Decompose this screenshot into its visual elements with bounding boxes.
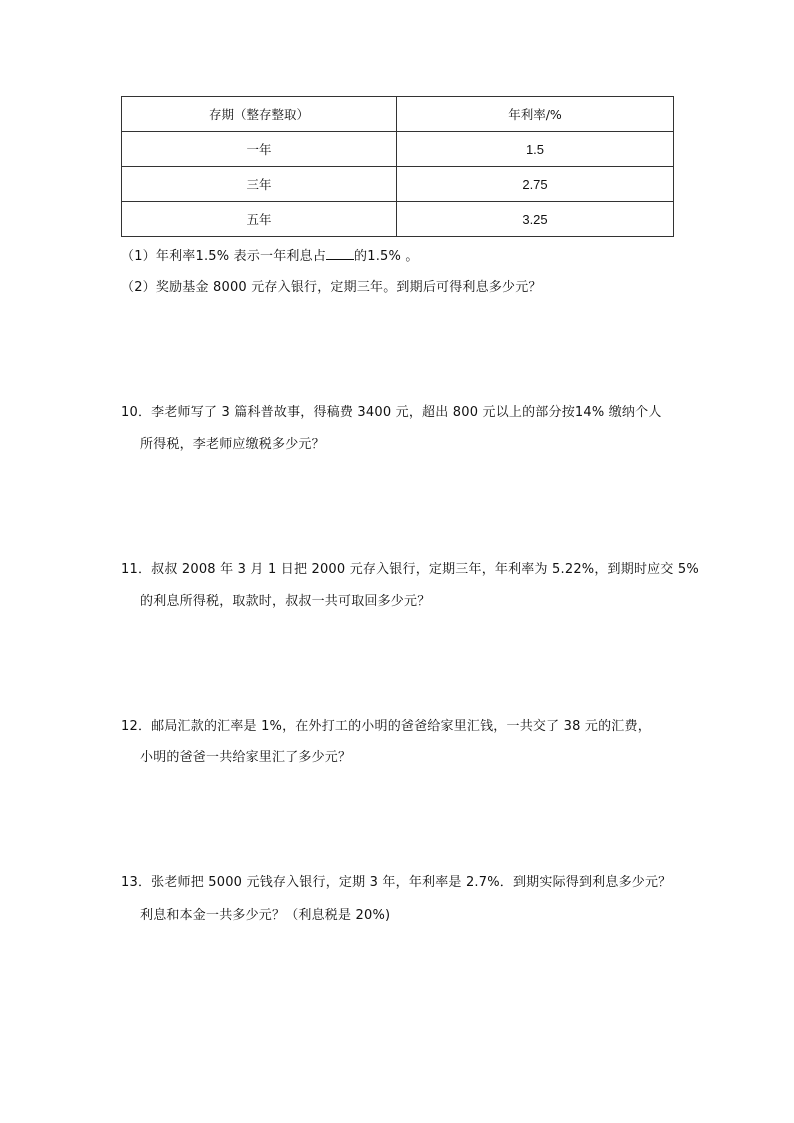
- header-rate: 年利率/%: [397, 97, 674, 132]
- q13-line1: 13．张老师把 5000 元钱存入银行，定期 3 年，年利率是 2.7%．到期实际得到利息多少元？: [121, 875, 672, 890]
- table-header-row: [122, 97, 674, 132]
- table-row: [122, 132, 674, 167]
- term-cell: 三年: [122, 167, 397, 202]
- q10-line2: 所得税，李老师应缴税多少元？: [140, 437, 325, 452]
- answer-blank: [326, 247, 354, 260]
- q9-part1: [121, 245, 419, 264]
- interest-rate-table: [121, 96, 674, 237]
- term-cell: 五年: [122, 202, 397, 237]
- header-term: 存期（整存整取）: [122, 97, 397, 132]
- rate-cell: 3.25: [397, 202, 674, 237]
- rate-cell: 1.5: [397, 132, 674, 167]
- q11-line2: 的利息所得税，取款时，叔叔一共可取回多少元？: [140, 594, 431, 609]
- term-cell: 一年: [122, 132, 397, 167]
- q12-line2: 小明的爸爸一共给家里汇了多少元？: [140, 750, 352, 765]
- rate-cell: 2.75: [397, 167, 674, 202]
- q9-part1-prefix: （1）年利率1.5% 表示一年利息占: [121, 249, 327, 264]
- q12-line1: 12．邮局汇款的汇率是 1%，在外打工的小明的爸爸给家里汇钱，一共交了 38 元的汇费，: [121, 719, 651, 734]
- q9-part1-suffix: 的1.5% 。: [354, 249, 419, 264]
- table-row: [122, 202, 674, 237]
- q13-line2: 利息和本金一共多少元？（利息税是 20%): [140, 908, 391, 923]
- q10-line1: 10．李老师写了 3 篇科普故事，得稿费 3400 元，超出 800 元以上的部分按14% 缴纳个人: [121, 405, 662, 420]
- q11-line1: 11．叔叔 2008 年 3 月 1 日把 2000 元存入银行，定期三年，年利率为 5.22%，到期时应交 5%: [121, 562, 699, 577]
- q9-part2: （2）奖励基金 8000 元存入银行，定期三年。到期后可得利息多少元？: [121, 280, 542, 295]
- table-row: [122, 167, 674, 202]
